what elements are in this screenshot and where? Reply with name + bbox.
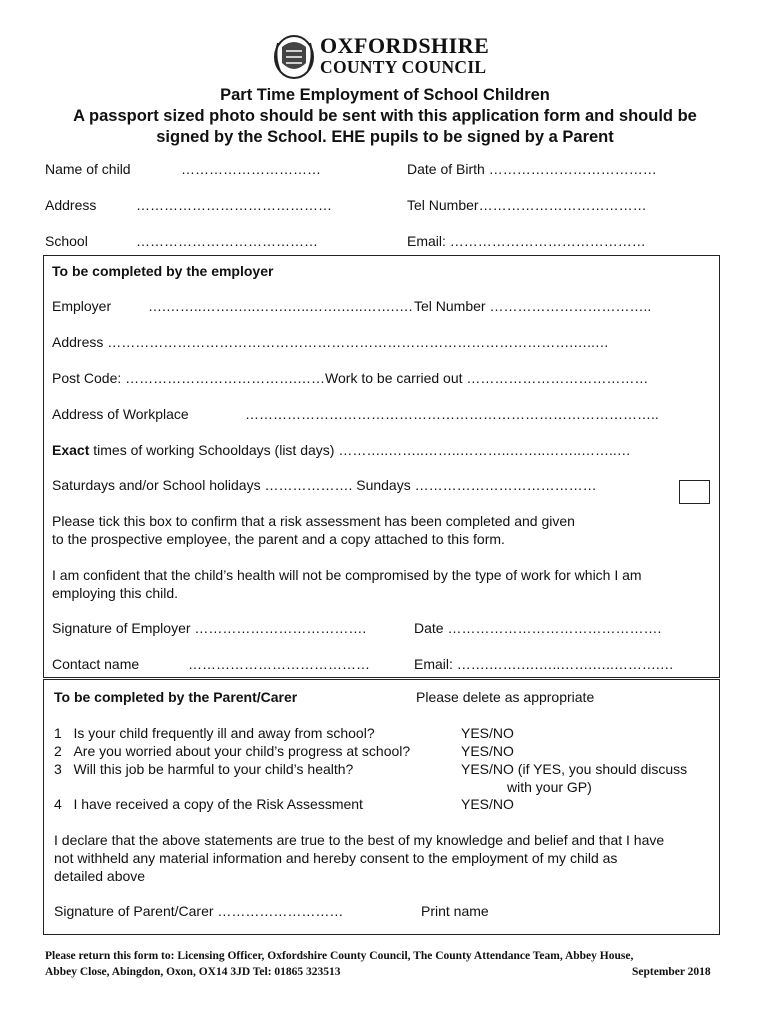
postcode-work-field[interactable]: Post Code: ……………………………….……Work to be carried out …………………………………	[52, 370, 649, 386]
form-date: September 2018	[632, 966, 711, 978]
employer-section	[43, 255, 720, 678]
question-text: Will this job be harmful to your child’s health?	[73, 761, 354, 777]
health-text-line2: employing this child.	[52, 585, 179, 601]
return-address-line1: Please return this form to: Licensing Officer, Oxfordshire County Council, The County Attendance Team, Abbey House,	[45, 950, 634, 962]
parent-section-heading: To be completed by the Parent/Carer	[54, 689, 298, 705]
school-label: School	[45, 233, 88, 249]
logo-text-line1: OXFORDSHIRE	[320, 33, 490, 58]
child-address-field[interactable]: ……………………………………	[136, 197, 332, 213]
saturdays-sundays-field[interactable]: Saturdays and/or School holidays ………………. Sundays …………………………………	[52, 477, 597, 493]
child-tel-field[interactable]: Tel Number………………………………	[407, 197, 647, 213]
employer-signature-field[interactable]: Signature of Employer ……………………………….	[52, 620, 367, 636]
child-address-label: Address	[45, 197, 97, 213]
question-number: 1	[54, 725, 62, 741]
date-of-birth-field[interactable]: Date of Birth ………………………………	[407, 161, 657, 177]
employer-label: Employer	[52, 298, 112, 314]
risk-text-line1: Please tick this box to confirm that a risk assessment has been completed and given	[52, 513, 575, 529]
employer-address-field[interactable]: Address ……………………………………………………………………………………….…..…	[52, 334, 609, 350]
school-field[interactable]: …………………………………	[136, 233, 318, 249]
question-2	[54, 743, 410, 759]
question-4	[54, 796, 363, 812]
child-name-field[interactable]: …………………………	[181, 161, 321, 177]
employer-tel-field[interactable]: Tel Number ……………………………..	[414, 298, 652, 314]
health-text-line1: I am confident that the child’s health will not be compromised by the type of work for which I am	[52, 567, 642, 583]
declaration-line2: not withheld any material information and hereby consent to the employment of my child as	[54, 850, 618, 866]
contact-name-label: Contact name	[52, 656, 140, 672]
workplace-field[interactable]: ……………………………………………………………………………..	[245, 406, 659, 422]
employer-section-heading: To be completed by the employer	[52, 263, 274, 279]
print-name-field[interactable]: Print name	[421, 903, 489, 919]
logo-text-line2: COUNTY COUNCIL	[320, 57, 487, 77]
exact-word: Exact	[52, 442, 90, 458]
child-name-label: Name of child	[45, 161, 131, 177]
parent-signature-field[interactable]: Signature of Parent/Carer ………………………	[54, 903, 344, 919]
return-address-line2: Abbey Close, Abingdon, Oxon, OX14 3JD Tel: 01865 323513	[45, 966, 341, 978]
question-text: Is your child frequently ill and away from school?	[73, 725, 375, 741]
question-3	[54, 761, 353, 777]
question-number: 3	[54, 761, 62, 777]
child-email-field[interactable]: Email: ……………………………………	[407, 233, 646, 249]
council-logo	[272, 33, 492, 81]
form-title: Part Time Employment of School Children	[220, 86, 550, 104]
answer-4[interactable]: YES/NO	[461, 796, 514, 812]
answer-2[interactable]: YES/NO	[461, 743, 514, 759]
answer-3[interactable]: YES/NO (if YES, you should discuss	[461, 761, 688, 777]
crest-icon	[272, 33, 316, 81]
answer-1[interactable]: YES/NO	[461, 725, 514, 741]
form-subtitle-line1: A passport sized photo should be sent with this application form and should be	[73, 107, 697, 125]
risk-assessment-checkbox[interactable]	[679, 480, 710, 504]
declaration-line3: detailed above	[54, 868, 146, 884]
contact-name-field[interactable]: …………………………………	[188, 656, 370, 672]
declaration-line1: I declare that the above statements are true to the best of my knowledge and belief and that I have	[54, 832, 665, 848]
working-times-field[interactable]	[52, 442, 631, 458]
employer-date-field[interactable]: Date ……………………………………….	[414, 620, 662, 636]
working-times-text: times of working Schooldays (list days) ………..……..……..………..……..……..……..…	[89, 442, 631, 458]
employer-field[interactable]: ….……..…….…..…….…..…….…..…….….	[148, 298, 413, 314]
question-1	[54, 725, 375, 741]
workplace-label: Address of Workplace	[52, 406, 189, 422]
employer-email-field[interactable]: Email: …….…….….…..…….…..……….…	[414, 656, 674, 672]
risk-text-line2: to the prospective employee, the parent and a copy attached to this form.	[52, 531, 505, 547]
question-text: Are you worried about your child’s progress at school?	[73, 743, 411, 759]
delete-note: Please delete as appropriate	[416, 689, 595, 705]
question-number: 2	[54, 743, 62, 759]
question-text: I have received a copy of the Risk Assessment	[73, 796, 363, 812]
form-subtitle-line2: signed by the School. EHE pupils to be signed by a Parent	[156, 128, 614, 146]
question-number: 4	[54, 796, 62, 812]
answer-3-continued: with your GP)	[507, 779, 592, 795]
